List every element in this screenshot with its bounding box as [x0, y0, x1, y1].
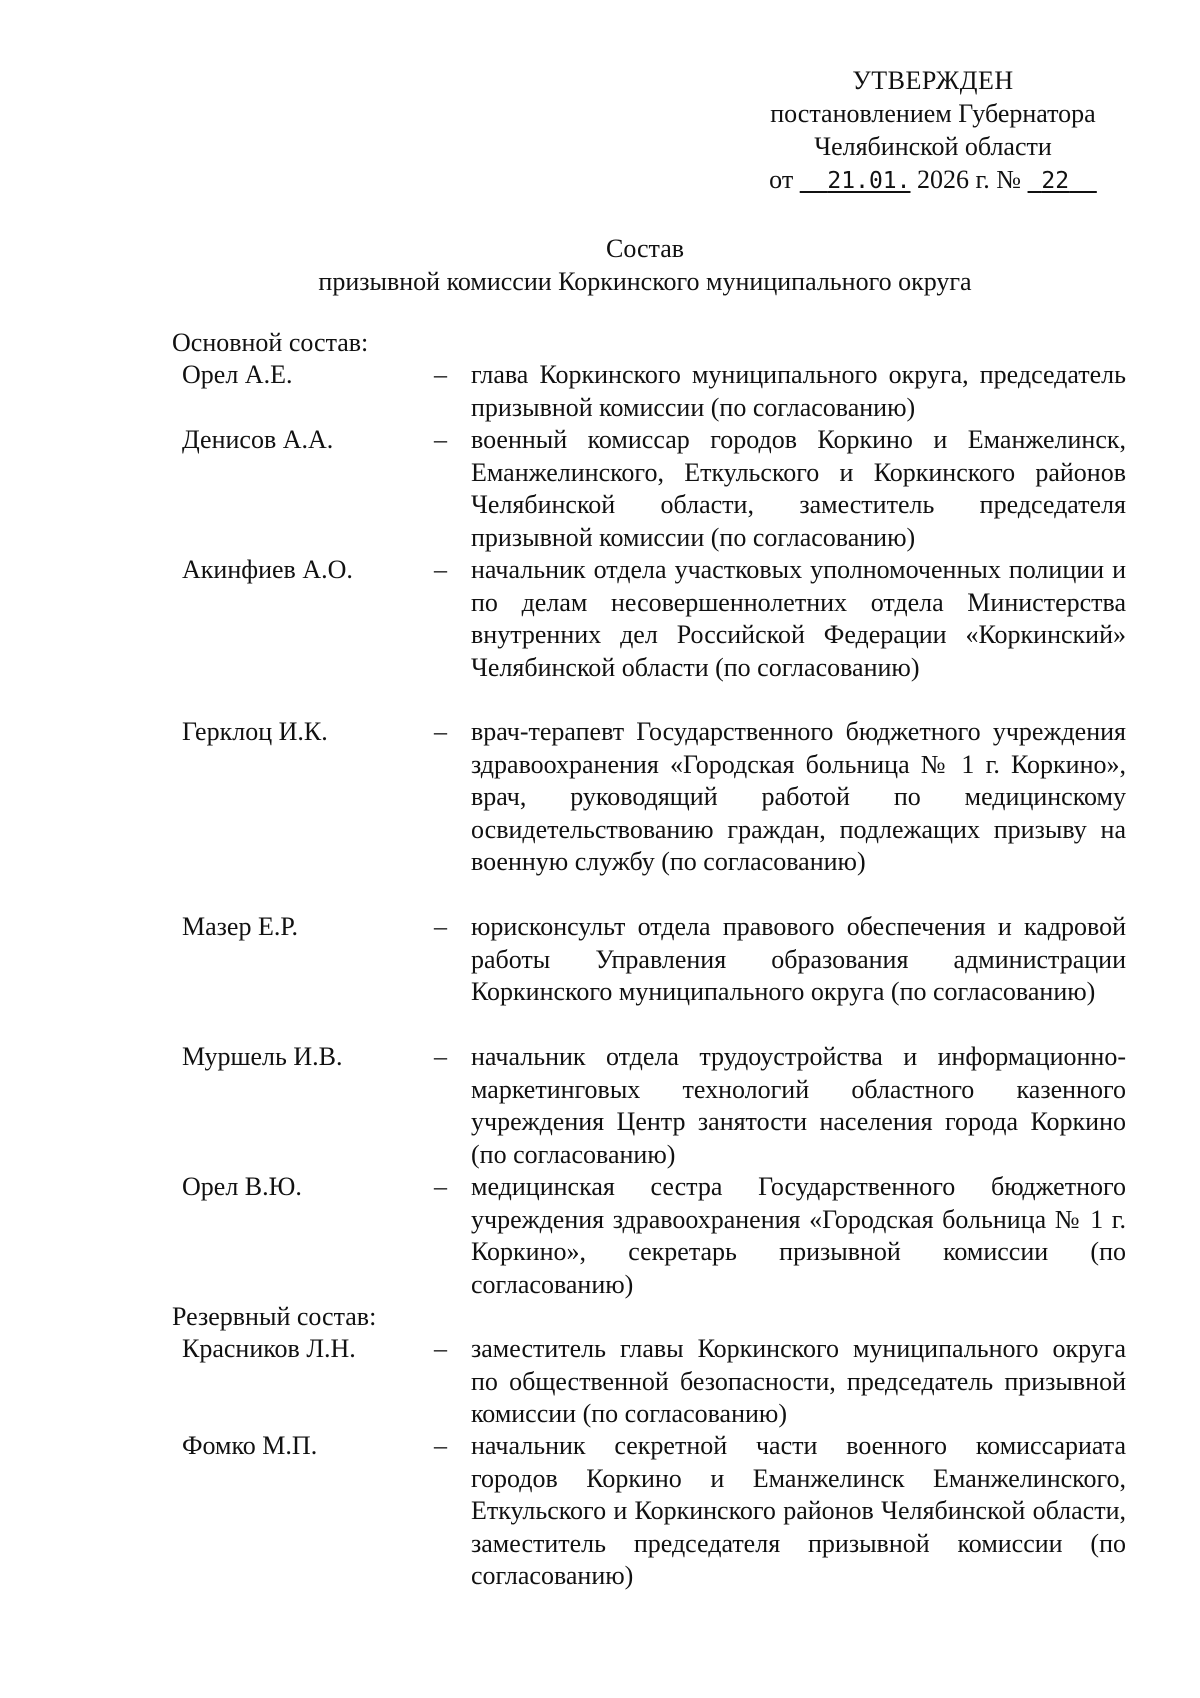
approval-line-2: Челябинской области: [814, 132, 1052, 161]
dash: –: [434, 1431, 447, 1460]
member-position: начальник отдела трудоустройства и информационно-маркетинговых технологий областного казенного учреждения Центр занятости населения города Коркино (по согласованию): [471, 1042, 1126, 1169]
member-position: начальник секретной части военного комиссариата городов Коркино и Еманжелинск Еманжелинского, Еткульского и Коркинского районов Челябинской области, заместитель председателя призывной комиссии (по согласованию): [471, 1431, 1126, 1590]
dash: –: [434, 912, 447, 941]
member-position: врач-терапевт Государственного бюджетного учреждения здравоохранения «Городская больница № 1 г. Коркино», врач, руководящий работой по медицинскому освидетельствованию граждан, подлежащих призыву на военную службу (по согласованию): [471, 717, 1126, 876]
member-position: заместитель главы Коркинского муниципального округа по общественной безопасности, председатель призывной комиссии (по согласованию): [471, 1334, 1126, 1428]
date-year: 2026 г. №: [917, 165, 1022, 194]
member-position: юрисконсульт отдела правового обеспечения и кадровой работы Управления образования администрации Коркинского муниципального округа (по согласованию): [471, 912, 1126, 1006]
reserve-composition-heading: Резервный состав:: [172, 1302, 377, 1331]
approval-stamp: [748, 64, 1118, 198]
date-value: 21.01.: [827, 168, 911, 194]
approval-title: УТВЕРЖДЕН: [852, 66, 1014, 95]
member-name: Акинфиев А.О.: [182, 555, 353, 584]
document-title: [0, 232, 1200, 298]
member-name: Фомко М.П.: [182, 1431, 318, 1460]
title-line-1: Состав: [605, 234, 685, 263]
dash: –: [434, 1334, 447, 1363]
member-name: Денисов А.А.: [182, 425, 334, 454]
approval-line-1: постановлением Губернатора: [770, 99, 1096, 128]
dash: –: [434, 717, 447, 746]
member-name: Мазер Е.Р.: [182, 912, 299, 941]
dash: –: [434, 1042, 447, 1071]
dash: –: [434, 1172, 447, 1201]
date-prefix: от: [769, 165, 794, 194]
member-position: военный комиссар городов Коркино и Еманжелинск, Еманжелинского, Еткульского и Коркинского районов Челябинской области, заместитель председателя призывной комиссии (по согласованию): [471, 425, 1126, 552]
title-line-2: призывной комиссии Коркинского муниципального округа: [318, 267, 972, 296]
main-composition-heading: Основной состав:: [172, 328, 369, 357]
member-position: начальник отдела участковых уполномоченных полиции и по делам несовершеннолетних отдела Министерства внутренних дел Российской Федерации «Коркинский» Челябинской области (по согласованию): [471, 555, 1126, 682]
member-position: медицинская сестра Государственного бюджетного учреждения здравоохранения «Городская больница № 1 г. Коркино», секретарь призывной комиссии (по согласованию): [471, 1172, 1126, 1299]
member-position: глава Коркинского муниципального округа, председатель призывной комиссии (по согласованию): [471, 360, 1126, 422]
member-name: Красников Л.Н.: [182, 1334, 356, 1363]
member-name: Орел А.Е.: [182, 360, 293, 389]
decree-number: 22: [1041, 168, 1070, 194]
member-name: Муршель И.В.: [182, 1042, 343, 1071]
approval-date-line: [748, 163, 1118, 198]
dash: –: [434, 555, 447, 584]
dash: –: [434, 425, 447, 454]
member-name: Герклоц И.К.: [182, 717, 328, 746]
dash: –: [434, 360, 447, 389]
member-name: Орел В.Ю.: [182, 1172, 302, 1201]
